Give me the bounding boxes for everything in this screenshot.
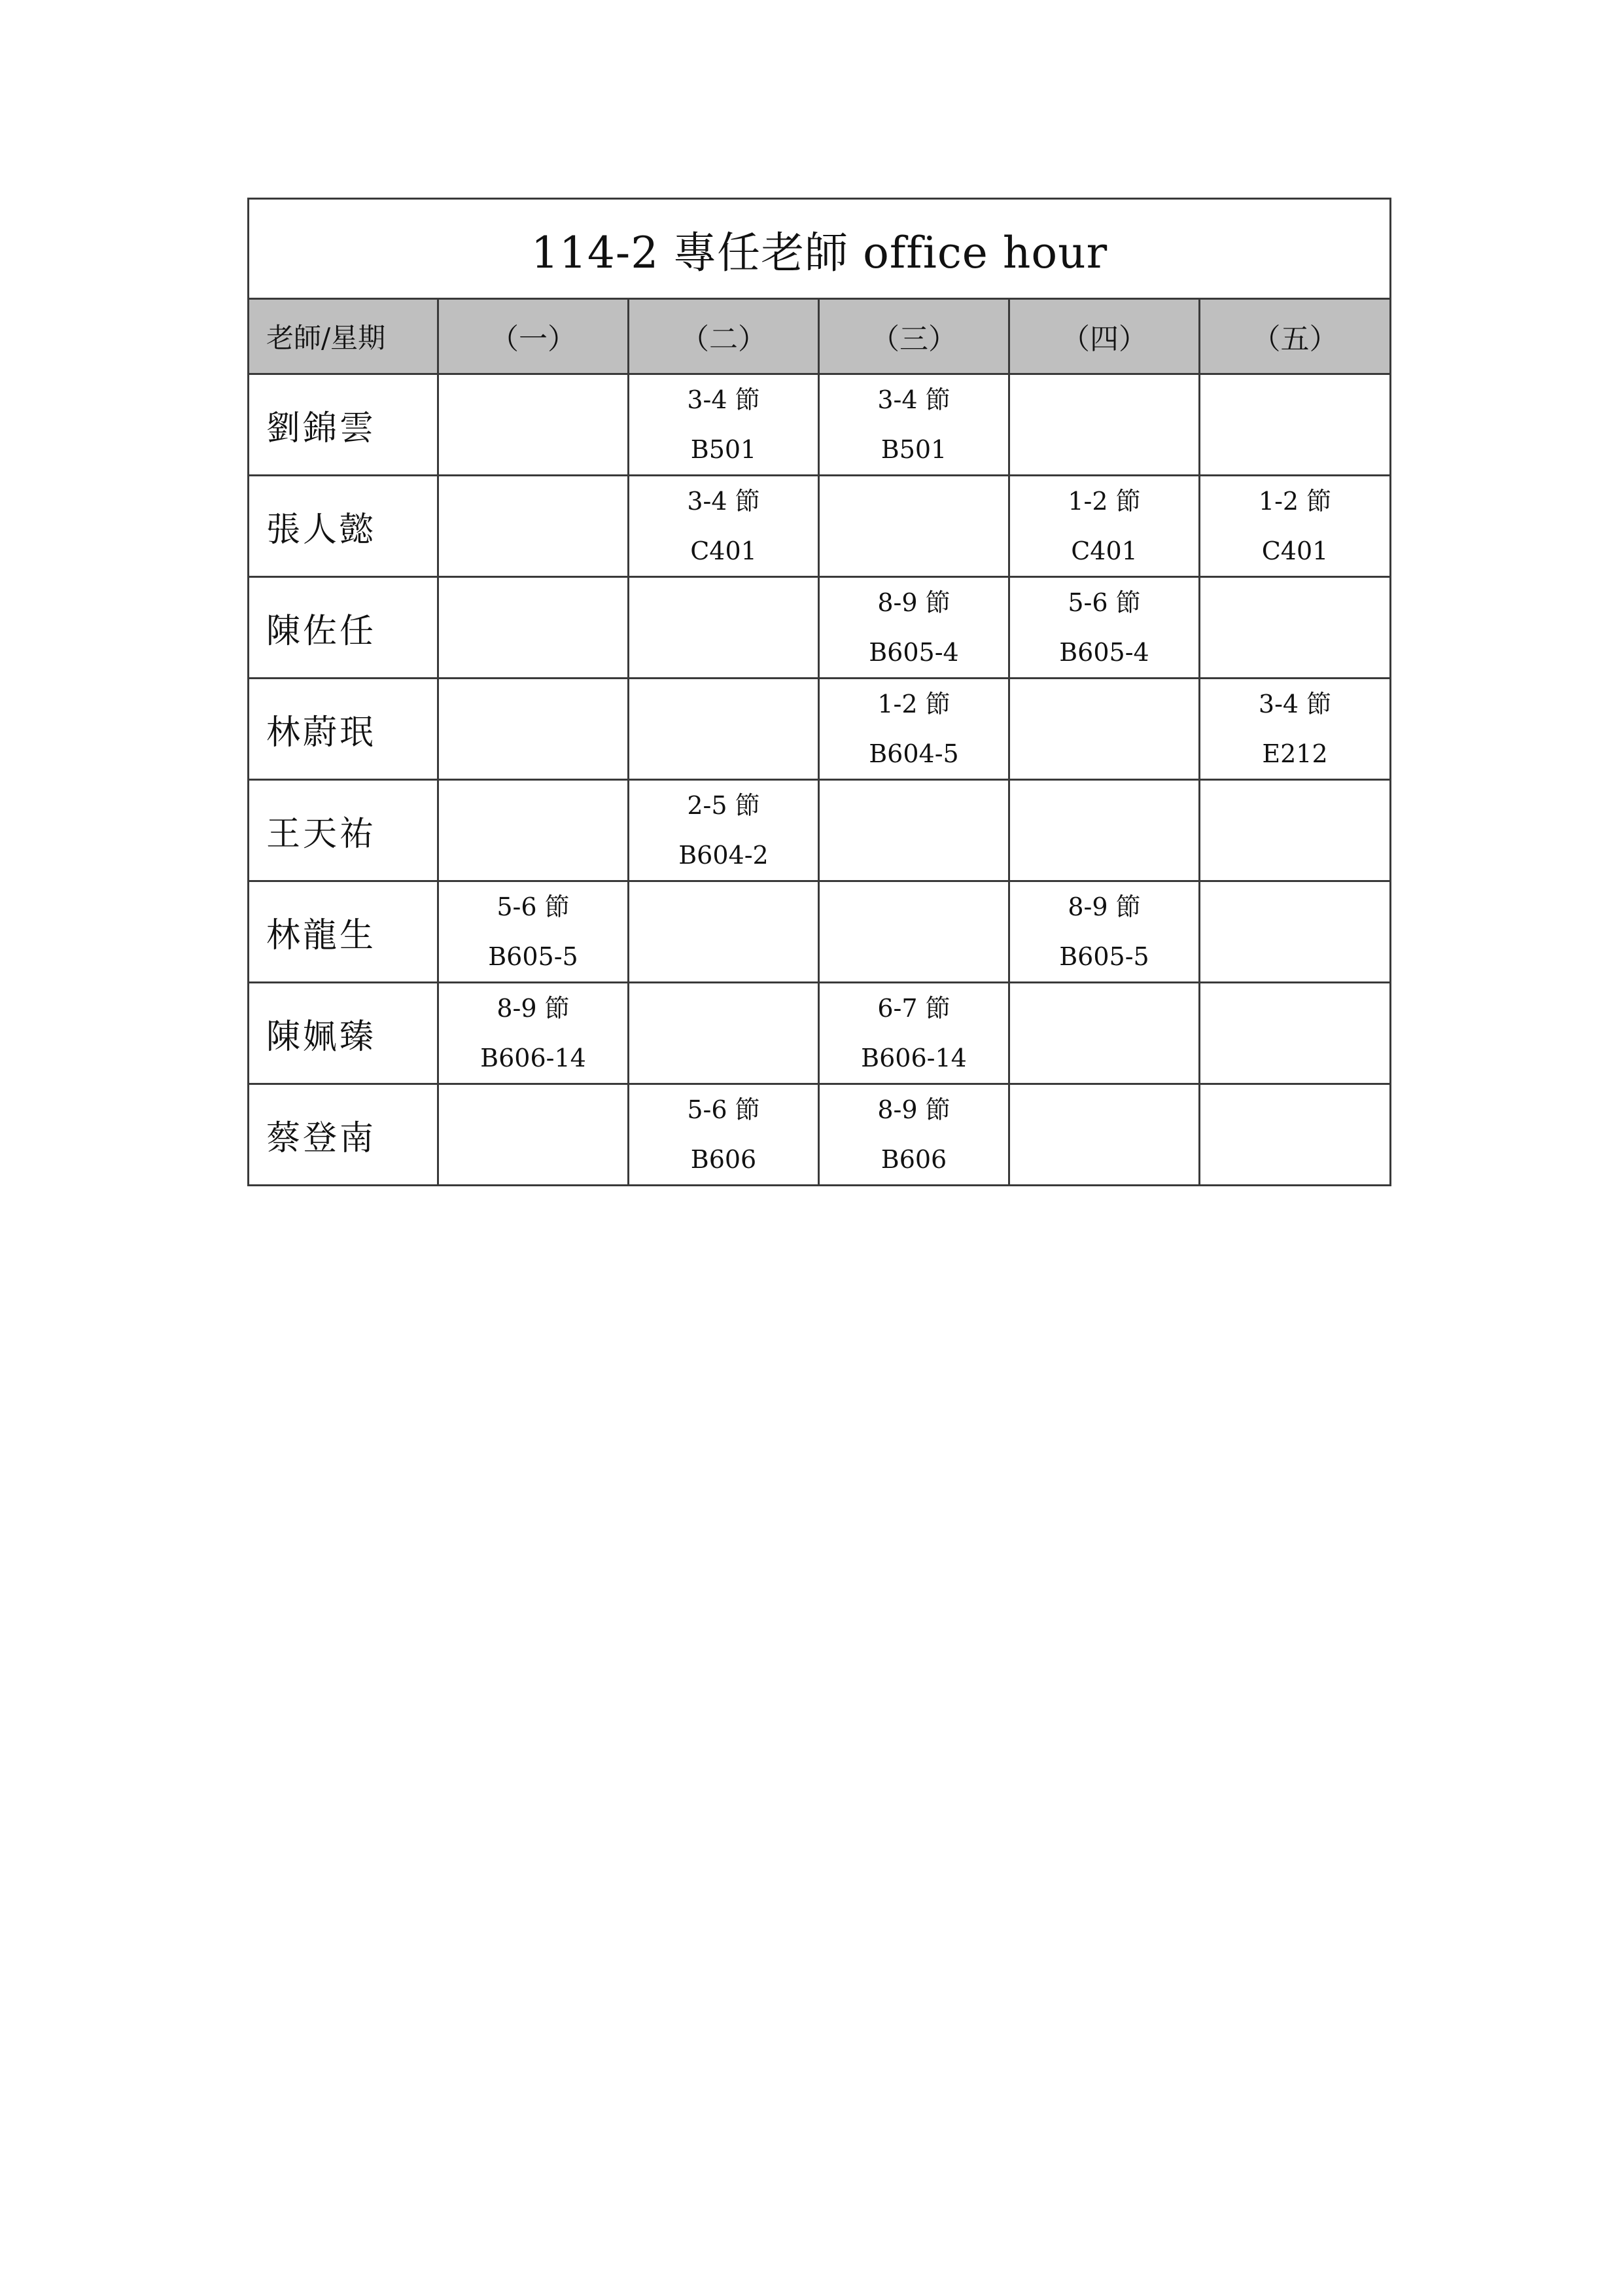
header-corner: 老師/星期	[249, 299, 438, 374]
slot-cell-day-5	[1200, 374, 1391, 476]
slot-room: B604-2	[678, 841, 769, 870]
slot-room: B501	[881, 435, 947, 464]
teacher-name: 林龍生	[249, 881, 438, 983]
slot-cell-day-1	[438, 881, 629, 983]
slot-cell-day-4	[1009, 1084, 1200, 1186]
office-hour-slot	[820, 679, 1008, 779]
slot-period: 1-2 節	[1068, 487, 1141, 516]
slot-room: B606	[881, 1145, 947, 1174]
slot-period: 8-9 節	[877, 1095, 951, 1124]
slot-cell-day-3	[819, 577, 1009, 679]
slot-room: C401	[1071, 537, 1138, 565]
slot-period: 8-9 節	[1068, 892, 1141, 921]
teacher-row	[249, 374, 1391, 476]
slot-room: B605-4	[869, 638, 959, 667]
office-hour-slot	[820, 375, 1008, 474]
slot-cell-day-4	[1009, 476, 1200, 577]
slot-cell-day-5	[1200, 881, 1391, 983]
slot-period: 3-4 節	[687, 385, 760, 414]
slot-cell-day-3	[819, 1084, 1009, 1186]
teacher-name: 林蔚珉	[249, 679, 438, 780]
slot-cell-day-1	[438, 577, 629, 679]
slot-cell-day-1	[438, 374, 629, 476]
slot-period: 8-9 節	[877, 588, 951, 617]
slot-period: 1-2 節	[877, 690, 951, 718]
office-hour-slot	[439, 882, 627, 981]
slot-cell-day-1	[438, 679, 629, 780]
slot-period: 5-6 節	[687, 1095, 760, 1124]
slot-room: B501	[690, 435, 757, 464]
office-hour-slot	[820, 578, 1008, 677]
teacher-row	[249, 780, 1391, 881]
office-hour-slot	[629, 1085, 818, 1184]
slot-period: 3-4 節	[1258, 690, 1332, 718]
slot-room: B606-14	[480, 1044, 586, 1072]
teacher-row	[249, 881, 1391, 983]
slot-room: B604-5	[869, 739, 959, 768]
office-hour-slot	[1010, 476, 1198, 576]
slot-room: B605-5	[1059, 942, 1149, 971]
header-day-5: （五）	[1200, 299, 1391, 374]
slot-cell-day-5	[1200, 679, 1391, 780]
slot-room: C401	[1261, 537, 1329, 565]
slot-cell-day-5	[1200, 476, 1391, 577]
slot-cell-day-4	[1009, 881, 1200, 983]
slot-cell-day-5	[1200, 983, 1391, 1084]
slot-cell-day-2	[629, 983, 819, 1084]
slot-room: B605-5	[488, 942, 578, 971]
header-day-4: （四）	[1009, 299, 1200, 374]
slot-cell-day-4	[1009, 374, 1200, 476]
office-hour-slot	[820, 1085, 1008, 1184]
slot-cell-day-1	[438, 1084, 629, 1186]
page-title: 114-2 專任老師 office hour	[249, 199, 1391, 299]
slot-cell-day-2	[629, 881, 819, 983]
teacher-name: 張人懿	[249, 476, 438, 577]
slot-cell-day-2	[629, 476, 819, 577]
slot-cell-day-1	[438, 983, 629, 1084]
slot-cell-day-2	[629, 374, 819, 476]
slot-period: 5-6 節	[497, 892, 570, 921]
header-day-1: （一）	[438, 299, 629, 374]
slot-cell-day-4	[1009, 577, 1200, 679]
slot-cell-day-3	[819, 881, 1009, 983]
slot-period: 8-9 節	[497, 994, 570, 1023]
slot-period: 3-4 節	[687, 487, 760, 516]
slot-period: 5-6 節	[1068, 588, 1141, 617]
slot-cell-day-3	[819, 679, 1009, 780]
office-hour-slot	[439, 983, 627, 1083]
slot-cell-day-2	[629, 679, 819, 780]
slot-cell-day-5	[1200, 780, 1391, 881]
slot-cell-day-4	[1009, 679, 1200, 780]
header-day-2: （二）	[629, 299, 819, 374]
header-day-3: （三）	[819, 299, 1009, 374]
teacher-row	[249, 476, 1391, 577]
office-hour-slot	[629, 375, 818, 474]
slot-cell-day-2	[629, 1084, 819, 1186]
slot-room: E212	[1262, 739, 1328, 768]
slot-period: 6-7 節	[877, 994, 951, 1023]
office-hour-slot	[1010, 578, 1198, 677]
slot-cell-day-4	[1009, 780, 1200, 881]
teacher-row	[249, 679, 1391, 780]
slot-cell-day-2	[629, 780, 819, 881]
office-hour-slot	[1200, 679, 1389, 779]
slot-cell-day-1	[438, 476, 629, 577]
teacher-row	[249, 1084, 1391, 1186]
office-hour-table	[247, 198, 1391, 1186]
slot-cell-day-3	[819, 983, 1009, 1084]
office-hour-slot	[629, 476, 818, 576]
slot-cell-day-1	[438, 780, 629, 881]
slot-cell-day-3	[819, 476, 1009, 577]
office-hour-slot	[629, 781, 818, 880]
teacher-name: 陳佐任	[249, 577, 438, 679]
slot-cell-day-3	[819, 374, 1009, 476]
slot-cell-day-5	[1200, 1084, 1391, 1186]
teacher-name: 陳姵臻	[249, 983, 438, 1084]
slot-room: B606-14	[861, 1044, 967, 1072]
title-row	[249, 199, 1391, 299]
slot-room: C401	[690, 537, 757, 565]
slot-period: 2-5 節	[687, 791, 760, 820]
slot-period: 3-4 節	[877, 385, 951, 414]
slot-cell-day-3	[819, 780, 1009, 881]
slot-room: B605-4	[1059, 638, 1149, 667]
teacher-row	[249, 577, 1391, 679]
teacher-name: 蔡登南	[249, 1084, 438, 1186]
slot-cell-day-4	[1009, 983, 1200, 1084]
header-row	[249, 299, 1391, 374]
slot-cell-day-2	[629, 577, 819, 679]
office-hour-slot	[820, 983, 1008, 1083]
teacher-name: 王天祐	[249, 780, 438, 881]
teacher-name: 劉錦雲	[249, 374, 438, 476]
slot-period: 1-2 節	[1258, 487, 1332, 516]
office-hour-slot	[1010, 882, 1198, 981]
office-hour-slot	[1200, 476, 1389, 576]
teacher-row	[249, 983, 1391, 1084]
slot-room: B606	[690, 1145, 757, 1174]
slot-cell-day-5	[1200, 577, 1391, 679]
